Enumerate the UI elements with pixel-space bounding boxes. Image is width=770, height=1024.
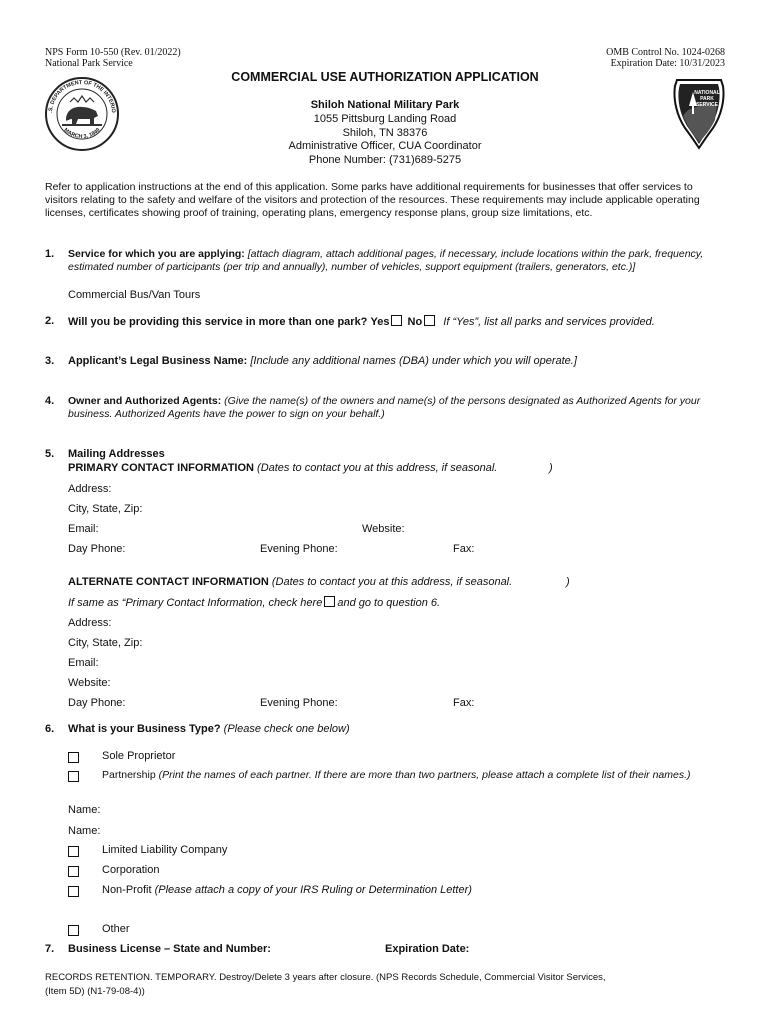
primary-address-field[interactable]: Address: (68, 483, 112, 495)
q5-label: Mailing Addresses (68, 448, 165, 460)
nonprofit-checkbox[interactable] (68, 886, 79, 897)
q1-answer[interactable]: Commercial Bus/Van Tours (68, 289, 201, 301)
q2-no-checkbox[interactable] (424, 315, 435, 326)
alternate-day-phone-field[interactable]: Day Phone: (68, 697, 126, 709)
q1-prompt (68, 248, 718, 274)
partnership-checkbox[interactable] (68, 771, 79, 782)
svg-text:SERVICE: SERVICE (696, 102, 718, 108)
q2-no-label: No (407, 316, 423, 328)
sole-proprietor-label: Sole Proprietor (102, 750, 176, 762)
omb-control-number: OMB Control No. 1024-0268 (606, 47, 725, 58)
q2-yes-label: Yes (370, 316, 390, 328)
records-retention-line1: RECORDS RETENTION. TEMPORARY. Destroy/Delete 3 years after closure. (NPS Records Schedule, Commercial Visitor Services, (45, 972, 606, 983)
q6-prompt (68, 723, 350, 735)
form-number: NPS Form 10-550 (Rev. 01/2022) (45, 47, 181, 58)
primary-close-paren: ) (549, 462, 553, 474)
other-checkbox[interactable] (68, 925, 79, 936)
business-license-field[interactable]: Business License – State and Number: (68, 943, 271, 955)
same-as-primary-text: If same as “Primary Contact Information, check here (68, 597, 323, 609)
q1-hint: [attach diagram, attach additional pages, if necessary, include locations within the park, frequency, estimated number of participants (per trip and annually), number of vehicles, support equipment (trailers, generators, etc.)] (68, 248, 704, 273)
license-expiration-field[interactable]: Expiration Date: (385, 943, 470, 955)
form-title: COMMERCIAL USE AUTHORIZATION APPLICATION (231, 70, 539, 84)
alternate-contact-label: ALTERNATE CONTACT INFORMATION (68, 576, 269, 588)
primary-email-field[interactable]: Email: (68, 523, 99, 535)
q6-hint: (Please check one below) (223, 723, 350, 735)
other-label: Other (102, 923, 130, 935)
q4-prompt (68, 395, 723, 421)
llc-label: Limited Liability Company (102, 844, 228, 856)
llc-checkbox[interactable] (68, 846, 79, 857)
q4-number: 4. (45, 395, 55, 407)
q6-label: What is your Business Type? (68, 723, 221, 735)
svg-text:MARCH 3, 1849: MARCH 3, 1849 (62, 127, 102, 141)
q4-label: Owner and Authorized Agents: (68, 395, 222, 407)
same-as-primary-row (68, 596, 440, 609)
q2-yes-checkbox[interactable] (391, 315, 402, 326)
q3-number: 3. (45, 355, 55, 367)
primary-fax-field[interactable]: Fax: (453, 543, 475, 555)
q2-number: 2. (45, 315, 55, 327)
partnership-label: Partnership (102, 769, 156, 781)
q3-prompt (68, 355, 577, 367)
park-address-line1: 1055 Pittsburg Landing Road (313, 113, 457, 125)
same-as-primary-checkbox[interactable] (324, 596, 335, 607)
sole-proprietor-checkbox[interactable] (68, 752, 79, 763)
q7-number: 7. (45, 943, 55, 955)
same-as-primary-text-end: and go to question 6. (337, 597, 441, 609)
q4-hint: (Give the name(s) of the owners and name(s) of the persons designated as Authorized Agents for your business. Authorized Agents have the power to sign on your behalf.) (68, 395, 701, 420)
intro-paragraph: Refer to application instructions at the end of this application. Some parks have additional requirements for businesses that offer services to visitors relating to the safety and welfare of the visitors and protection of the resources. These requirements may include applicable operating licenses, certificates showing proof of training, operating plans, emergency response plans, group size limitations, etc. (45, 181, 700, 219)
partner-name-field-2[interactable]: Name: (68, 825, 101, 837)
alternate-contact-hint: (Dates to contact you at this address, if seasonal. (271, 576, 513, 588)
alternate-address-field[interactable]: Address: (68, 617, 112, 629)
partnership-hint: (Print the names of each partner. If there are more than two partners, please attach a complete list of their names.) (158, 769, 691, 781)
svg-text:PARK: PARK (700, 96, 714, 102)
nonprofit-label: Non-Profit (102, 884, 152, 896)
q3-hint: [Include any additional names (DBA) under which you will operate.] (250, 355, 577, 367)
expiration-date: Expiration Date: 10/31/2023 (610, 58, 725, 69)
agency-name: National Park Service (45, 58, 133, 69)
partner-name-field-1[interactable]: Name: (68, 804, 101, 816)
corporation-checkbox[interactable] (68, 866, 79, 877)
alternate-contact-heading (68, 576, 512, 588)
primary-contact-heading (68, 462, 497, 474)
alternate-evening-phone-field[interactable]: Evening Phone: (260, 697, 338, 709)
primary-city-field[interactable]: City, State, Zip: (68, 503, 143, 515)
q2-hint: If “Yes”, list all parks and services provided. (443, 316, 655, 328)
q5-number: 5. (45, 448, 55, 460)
park-address-line2: Shiloh, TN 38376 (342, 127, 428, 139)
q3-label: Applicant’s Legal Business Name: (68, 355, 248, 367)
contact-phone: Phone Number: (731)689-5275 (308, 154, 462, 166)
alternate-close-paren: ) (566, 576, 570, 588)
q2-label: Will you be providing this service in more than one park? (68, 316, 368, 328)
alternate-website-field[interactable]: Website: (68, 677, 111, 689)
q1-label: Service for which you are applying: (68, 248, 245, 260)
alternate-email-field[interactable]: Email: (68, 657, 99, 669)
alternate-city-field[interactable]: City, State, Zip: (68, 637, 143, 649)
primary-day-phone-field[interactable]: Day Phone: (68, 543, 126, 555)
primary-contact-label: PRIMARY CONTACT INFORMATION (68, 462, 254, 474)
primary-website-field[interactable]: Website: (362, 523, 405, 535)
corporation-label: Corporation (102, 864, 160, 876)
primary-contact-hint: (Dates to contact you at this address, if seasonal. (257, 462, 498, 474)
contact-title: Administrative Officer, CUA Coordinator (288, 140, 482, 152)
alternate-fax-field[interactable]: Fax: (453, 697, 475, 709)
nonprofit-option (102, 884, 472, 896)
svg-text:U.S. DEPARTMENT OF THE INTERIO: .S. DEPARTMENT OF THE INTERIO (48, 79, 117, 114)
records-retention-line2: (Item 5D) (N1-79-08-4)) (45, 986, 145, 997)
svg-text:NATIONAL: NATIONAL (694, 90, 720, 96)
park-name: Shiloh National Military Park (310, 99, 460, 111)
q6-number: 6. (45, 723, 55, 735)
q1-number: 1. (45, 248, 55, 260)
nonprofit-hint: (Please attach a copy of your IRS Ruling or Determination Letter) (154, 884, 472, 896)
q2-prompt (68, 315, 655, 328)
partnership-option (102, 769, 702, 782)
primary-evening-phone-field[interactable]: Evening Phone: (260, 543, 338, 555)
